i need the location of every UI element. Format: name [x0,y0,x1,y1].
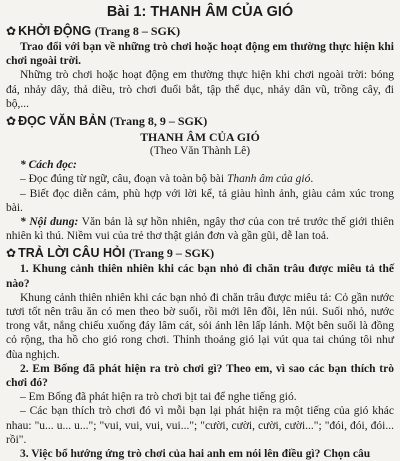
khoi-dong-answer: Những trò chơi hoặc hoạt động em thường thực hiện khi chơi ngoài trời: bóng đá, nhảy dây, thả diều, trò chơi đuổi bắt, tập thể dục, nhảy dân vũ, trồng cây, đi bộ,... [6,69,394,110]
noi-dung [6,215,394,243]
question-1: 1. Khung cảnh thiên nhiên khi các bạn nhỏ đi chăn trâu được miêu tả thế nào? [6,263,394,290]
noi-dung-label: * Nội dung: [20,216,79,229]
story-author: (Theo Văn Thành Lê) [149,145,251,158]
cach-doc-item-1 [6,172,394,186]
answer-2-line-1: – Em Bống đã phát hiện ra trò chơi bịt tai để nghe tiếng gió. [20,391,297,404]
cach-doc-label: * Cách đọc: [20,159,77,172]
section-heading-khoi-dong [6,24,394,39]
section-page-ref: (Trang 8, 9 – SGK) [109,114,208,129]
section-label: TRẢ LỜI CÂU HỎI [18,246,126,261]
lesson-title: Bài 1: THANH ÂM CỦA GIÓ [106,4,294,20]
section-page-ref: (Trang 9 – SGK) [128,246,215,261]
star-icon: ✿ [6,114,17,129]
star-icon: ✿ [6,246,17,261]
section-heading-doc-van-ban [6,114,394,129]
answer-1: Khung cảnh thiên nhiên khi các bạn nhỏ đi chăn trâu được miêu tả: Cỏ gần nước tươi tốt nên trâu ăn có men theo bờ suối, rồi mới lên đồi, lên núi. Suối nhỏ, nước trong vắt, nắng chiếu xuống đáy lâm cát, sỏi ánh lên lấp lánh. Một bên suối là đồng cỏ rộng, tha hồ cho gió rong chơi. Thỉnh thoảng gió lại vút qua tai chúng tôi như đùa nghịch. [6,291,394,361]
answer-2-line-2: – Các bạn thích trò chơi đó vì mỗi bạn lại phát hiện ra một tiếng của gió khác nhau: "u... u... u..."; "vui, vui, vui, vui..."; "cười, cười, cười, cười..."; "đói, đói, đói... rồi". [6,405,394,446]
question-3: 3. Việc bổ hướng ứng trò chơi của hai anh em nói lên điều gì? Chọn câu [20,448,371,461]
section-page-ref: (Trang 8 – SGK) [94,24,181,38]
question-2: 2. Em Bống đã phát hiện ra trò chơi gì? Theo em, vì sao các bạn thích trò chơi đó? [6,362,394,390]
khoi-dong-question: Trao đổi với bạn về những trò chơi hoặc hoạt động em thường thực hiện khi chơi ngoài trời. [6,41,394,68]
section-label: ĐỌC VĂN BẢN [18,114,107,129]
section-heading-tra-loi-cau-hoi [6,246,394,261]
cach-doc-item-2: – Biết đọc diễn cảm, phù hợp với lời kể, tả giàu hình ảnh, giàu cảm xúc trong bài. [6,187,394,214]
section-label: KHỞI ĐỘNG [18,24,92,38]
cach-doc-item-1-book-title: Thanh âm của gió [226,173,311,186]
cach-doc-item-1-suffix: . [310,173,314,186]
star-icon: ✿ [6,24,17,38]
story-title: THANH ÂM CỦA GIÓ [140,130,260,145]
noi-dung-text: Văn bản là sự hồn nhiên, ngây thơ của con trẻ trước thế giới thiên nhiên kì thú. Niềm vui của trẻ thơ thật giản đơn và gần gũi, dễ lan toả. [6,216,394,243]
cach-doc-item-1-text: – Đọc đúng từ ngữ, câu, đoạn và toàn bộ bài [20,173,227,186]
